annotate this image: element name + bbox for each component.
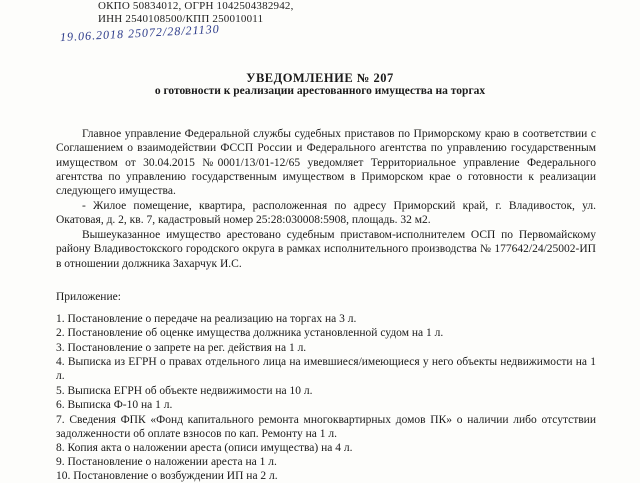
notice-title: УВЕДОМЛЕНИЕ № 207 <box>246 71 394 85</box>
handwritten-reference: 19.06.2018 25072/28/21130 <box>59 21 221 45</box>
appendix-item: 2. Постановление об оценке имущества должника установленной судом на 1 л. <box>56 327 444 339</box>
appendix-item: 3. Постановление о запрете на рег. действия на 1 л. <box>56 342 307 354</box>
inn-line: ИНН 2540108500/КПП 250010011 <box>98 13 264 25</box>
appendix-label: Приложение: <box>56 291 121 303</box>
appendix-item: 7. Сведения ФПК «Фонд капитального ремонта многоквартирных домов ПК» о наличии либо отсутствии задолженности об оплате взносов по кап. Ремонту на 1 л. <box>56 414 596 441</box>
appendix-item: 6. Выписка Ф-10 на 1 л. <box>56 399 173 411</box>
appendix-item: 9. Постановление о наложении ареста на 1 л. <box>56 456 277 468</box>
intro-paragraph: Главное управление Федеральной службы судебных приставов по Приморскому краю в соответствии с Соглашением о взаимодействии ФССП России и Федерального агентства по управлению государственным имуществом от 30.04.2015 №0001/13/01-12/65 уведомляет Территориальное управление Федерального агентства по управлению государственным имуществом в Приморском крае о готовности к реализации следующего имущества. <box>56 128 596 198</box>
appendix-item: 4. Выписка из ЕГРН о правах отдельного лица на имевшиеся/имеющиеся у него объекты недвижимости на 1 л. <box>56 356 596 383</box>
appendix-item: 8. Копия акта о наложении ареста (описи имущества) на 4 л. <box>56 442 353 454</box>
notice-subtitle: о готовности к реализации арестованного имущества на торгах <box>154 85 486 97</box>
appendix-item: 1. Постановление о передаче на реализацию на торгах на 3 л. <box>56 313 357 325</box>
okpo-line: ОКПО 50834012, ОГРН 1042504382942, <box>98 0 294 12</box>
appendix-item: 10. Постановление о возбуждении ИП на 2 л. <box>56 470 278 482</box>
appendix-item: 5. Выписка ЕГРН об объекте недвижимости на 10 л. <box>56 385 313 397</box>
arrest-paragraph: Вышеуказанное имущество арестовано судебным приставом-исполнителем ОСП по Первомайскому району Владивостокского городского округа в рамках исполнительного производства № 177642/24/25002-ИП в отношении должника Захарчук И.С. <box>56 229 596 270</box>
property-paragraph: - Жилое помещение, квартира, расположенная по адресу Приморский край, г. Владивосток, ул. Окатовая, д. 2, кв. 7, кадастровый номер 25:28:030008:5908, площадь. 32 м2. <box>56 200 596 227</box>
